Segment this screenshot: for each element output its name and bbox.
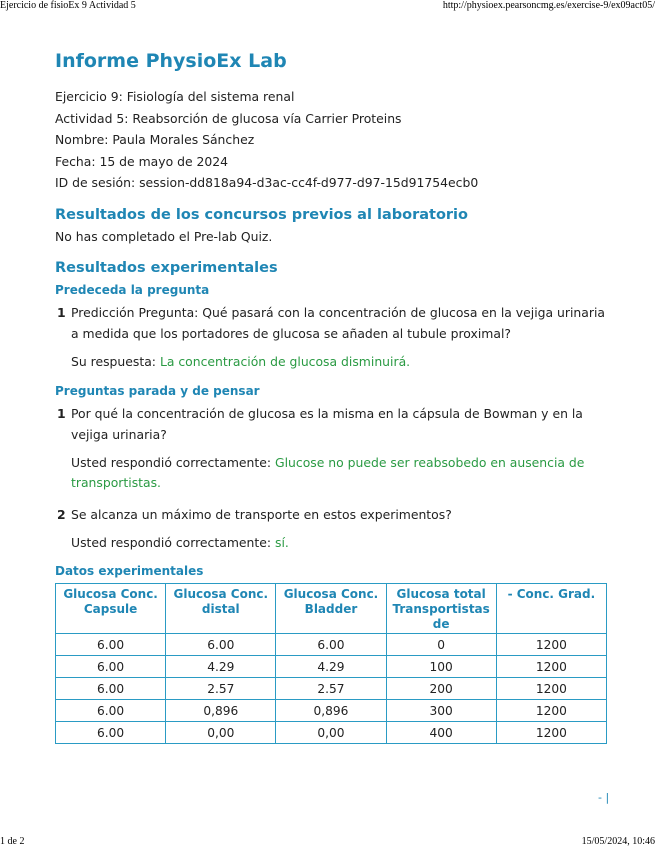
table-cell: 4.29 — [166, 656, 276, 678]
table-header-row — [56, 584, 607, 634]
results-heading: Resultados experimentales — [55, 260, 278, 276]
table-cell: 2.57 — [166, 678, 276, 700]
table-cell: 0,00 — [276, 722, 386, 744]
table-cell: 6.00 — [56, 634, 166, 656]
table-cell: 200 — [386, 678, 496, 700]
data-heading: Datos experimentales — [55, 564, 204, 578]
column-header: - Conc. Grad. — [496, 584, 606, 634]
meta-session: ID de sesión: session-dd818a94-d3ac-cc4f-d977-d97-15d91754ecb0 — [55, 175, 479, 190]
table-row — [56, 722, 607, 744]
prelab-heading: Resultados de los concursos previos al laboratorio — [55, 206, 468, 223]
data-table — [55, 583, 607, 744]
answer-label: Usted respondió correctamente: — [71, 535, 272, 550]
column-header: Glucosa total Transportistas de — [386, 584, 496, 634]
table-cell: 1200 — [496, 722, 606, 744]
question-text: Predicción Pregunta: Qué pasará con la concentración de glucosa en la vejiga urinaria a medida que los portadores de glucosa se añaden al tubule proximal? — [71, 305, 606, 341]
table-cell: 6.00 — [56, 656, 166, 678]
question-text: Por qué la concentración de glucosa es la misma en la cápsula de Bowman y en la vejiga urinaria? — [71, 406, 583, 442]
meta-exercise: Ejercicio 9: Fisiología del sistema renal — [55, 89, 295, 104]
predict-heading: Predeceda la pregunta — [55, 283, 210, 297]
answer-text: La concentración de glucosa disminuirá. — [159, 354, 411, 369]
table-cell: 1200 — [496, 656, 606, 678]
stop-think-answer — [55, 533, 615, 553]
question-text: Se alcanza un máximo de transporte en estos experimentos? — [71, 507, 452, 522]
table-cell: 4.29 — [276, 656, 386, 678]
table-cell: 1200 — [496, 678, 606, 700]
table-row — [56, 634, 607, 656]
table-cell: 6.00 — [56, 722, 166, 744]
page-link[interactable]: - | — [598, 791, 610, 804]
stop-think-answer — [55, 453, 615, 493]
table-row — [56, 700, 607, 722]
table-cell: 2.57 — [276, 678, 386, 700]
column-header: Glucosa Conc. Bladder — [276, 584, 386, 634]
table-cell: 6.00 — [276, 634, 386, 656]
table-cell: 0,00 — [166, 722, 276, 744]
table-cell: 1200 — [496, 700, 606, 722]
print-header-title: Ejercicio de fisioEx 9 Actividad 5 — [0, 0, 136, 11]
table-row — [56, 656, 607, 678]
meta-activity: Actividad 5: Reabsorción de glucosa vía Carrier Proteins — [55, 110, 402, 126]
table-cell: 100 — [386, 656, 496, 678]
answer-text: Glucose no puede ser reabsobedo en ausencia de transportistas. — [71, 455, 585, 490]
stop-think-question — [55, 403, 615, 445]
column-header: Glucosa Conc. Capsule — [56, 584, 166, 634]
table-cell: 6.00 — [56, 700, 166, 722]
print-timestamp: 15/05/2024, 10:46 — [581, 836, 655, 847]
table-cell: 0,896 — [276, 700, 386, 722]
table-cell: 300 — [386, 700, 496, 722]
answer-label: Usted respondió correctamente: — [71, 455, 272, 470]
table-cell: 400 — [386, 722, 496, 744]
answer-text: sí. — [274, 535, 289, 550]
report-content — [55, 50, 615, 744]
table-cell: 1200 — [496, 634, 606, 656]
table-cell: 6.00 — [166, 634, 276, 656]
stop-think-question — [55, 504, 615, 525]
question-number: 1 — [57, 305, 66, 320]
table-row — [56, 678, 607, 700]
column-header: Glucosa Conc. distal — [166, 584, 276, 634]
meta-date: Fecha: 15 de mayo de 2024 — [55, 153, 229, 169]
stop-think-heading: Preguntas parada y de pensar — [55, 384, 260, 398]
predict-answer — [55, 352, 615, 372]
prelab-text: No has completado el Pre-lab Quiz. — [55, 228, 273, 244]
predict-question — [55, 302, 615, 344]
report-meta — [55, 86, 615, 194]
table-cell: 0,896 — [166, 700, 276, 722]
print-header-url: http://physioex.pearsoncmg.es/exercise-9/ex09act05/ — [442, 0, 655, 11]
answer-label: Su respuesta: — [71, 354, 156, 369]
table-cell: 6.00 — [56, 678, 166, 700]
page-counter: 1 de 2 — [0, 836, 25, 847]
question-number: 1 — [57, 406, 66, 421]
meta-name: Nombre: Paula Morales Sánchez — [55, 132, 255, 147]
page-title: Informe PhysioEx Lab — [55, 50, 287, 72]
question-number: 2 — [57, 507, 66, 522]
table-cell: 0 — [386, 634, 496, 656]
